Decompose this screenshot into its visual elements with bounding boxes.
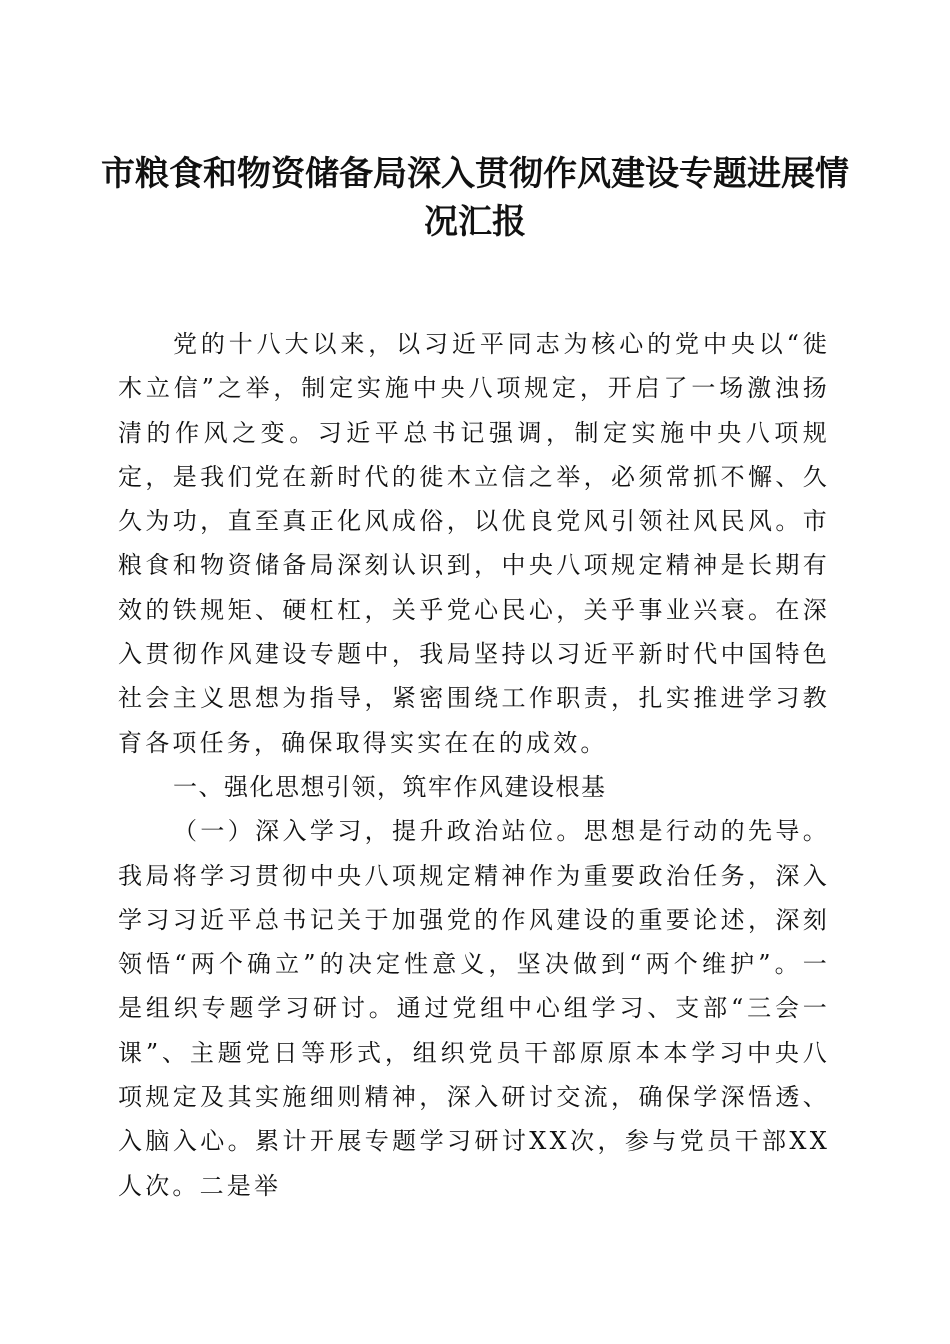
intro-paragraph: 党的十八大以来，以习近平同志为核心的党中央以“徙木立信”之举，制定实施中央八项规定，开启了一场激浊扬清的作风之变。习近平总书记强调，制定实施中央八项规定，是我们党在新时代的徙木立信之举，必须常抓不懈、久久为功，直至真正化风成俗，以优良党风引领社风民风。市粮食和物资储备局深刻认识到，中央八项规定精神是长期有效的铁规矩、硬杠杠，关乎党心民心，关乎事业兴衰。在深入贯彻作风建设专题中，我局坚持以习近平新时代中国特色社会主义思想为指导，紧密围绕工作职责，扎实推进学习教育各项任务，确保取得实实在在的成效。	[118, 330, 830, 757]
document-body	[118, 322, 830, 1208]
document-title: 市粮食和物资储备局深入贯彻作风建设专题进展情况汇报	[101, 154, 849, 242]
section-heading-1: 一、强化思想引领，筑牢作风建设根基	[173, 772, 607, 801]
section-1-paragraph-1: （一）深入学习，提升政治站位。思想是行动的先导。我局将学习贯彻中央八项规定精神作为重要政治任务，深入学习习近平总书记关于加强党的作风建设的重要论述，深刻领悟“两个确立”的决定性意义，坚决做到“两个维护”。一是组织专题学习研讨。通过党组中心组学习、支部“三会一课”、主题党日等形式，组织党员干部原原本本学习中央八项规定及其实施细则精神，深入研讨交流，确保学深悟透、入脑入心。累计开展专题学习研讨XX次，参与党员干部XX人次。二是举	[118, 817, 830, 1200]
